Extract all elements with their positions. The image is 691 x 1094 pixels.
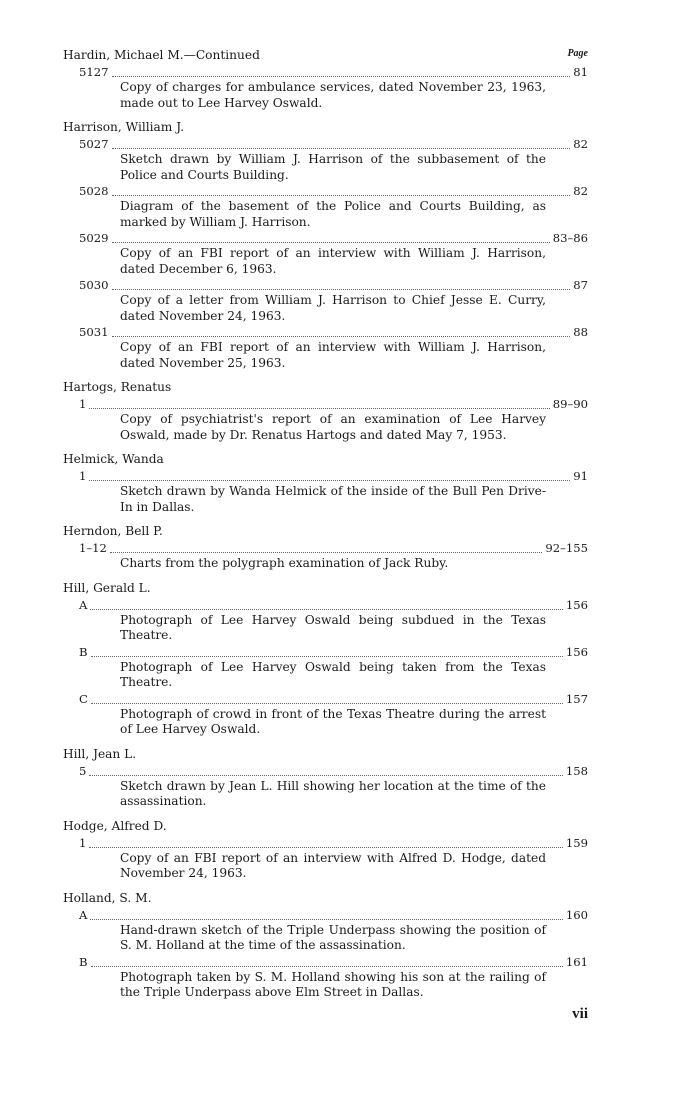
exhibit-page: 82 [573, 137, 588, 151]
exhibit-number: B [79, 644, 88, 659]
dot-leader [91, 703, 563, 704]
exhibit-item [79, 763, 588, 810]
exhibit-reference-line [79, 763, 588, 779]
exhibit-description: Copy of psychiatrist's report of an examination of Lee Harvey Oswald, made by Dr. Renatus Hartogs and dated May 7, 1953. [120, 412, 546, 442]
exhibit-number: 5127 [79, 65, 109, 79]
dot-leader [89, 480, 570, 481]
exhibit-description: Photograph of Lee Harvey Oswald being taken from the Texas Theatre. [120, 659, 546, 689]
exhibit-description: Copy of an FBI report of an interview with Alfred D. Hodge, dated November 24, 1963. [120, 850, 546, 880]
exhibit-page: 158 [565, 763, 588, 778]
exhibit-item [79, 277, 588, 324]
dot-leader [89, 847, 562, 848]
exhibit-reference-line [79, 136, 588, 152]
exhibit-reference-line [79, 907, 588, 923]
exhibit-page: 81 [573, 65, 588, 79]
exhibit-index [63, 48, 588, 1010]
exhibit-page: 160 [565, 907, 588, 922]
exhibit-number: A [79, 597, 88, 612]
witness-name: Helmick, Wanda [63, 452, 164, 466]
exhibit-item [79, 907, 588, 954]
witness-name: Hardin, Michael M.—Continued [63, 48, 260, 62]
exhibit-reference-line [79, 468, 588, 484]
exhibit-reference-line [79, 597, 588, 613]
page-number: vii [572, 1006, 588, 1022]
dot-leader [110, 552, 542, 553]
exhibit-description: Photograph of crowd in front of the Texas Theatre during the arrest of Lee Harvey Oswald. [120, 706, 546, 736]
exhibit-number: 1 [79, 835, 87, 850]
exhibit-item [79, 644, 588, 691]
exhibit-page: 83–86 [552, 231, 588, 245]
exhibit-description: Sketch drawn by William J. Harrison of the subbasement of the Police and Courts Building. [120, 152, 546, 182]
exhibit-item [79, 954, 588, 1001]
witness-name: Hill, Jean L. [63, 746, 137, 761]
dot-leader [89, 775, 562, 776]
index-entry [63, 120, 588, 371]
exhibit-item [79, 136, 588, 183]
index-entry [63, 819, 588, 882]
exhibit-number: 5030 [79, 278, 109, 292]
exhibit-item [79, 324, 588, 371]
exhibit-reference-line [79, 230, 588, 246]
exhibit-page: 157 [565, 691, 588, 706]
exhibit-page: 89–90 [552, 397, 588, 411]
exhibit-reference-line [79, 277, 588, 293]
exhibit-page: 82 [573, 184, 588, 198]
exhibit-number: 5031 [79, 325, 109, 339]
witness-name: Herndon, Bell P. [63, 524, 163, 538]
exhibit-number: 5029 [79, 231, 109, 245]
exhibit-reference-line [79, 835, 588, 851]
exhibit-reference-line [79, 183, 588, 199]
index-entry [63, 48, 588, 111]
exhibit-page: 88 [573, 325, 588, 339]
exhibit-description: Photograph of Lee Harvey Oswald being subdued in the Texas Theatre. [120, 612, 546, 642]
exhibit-page: 156 [565, 644, 588, 659]
exhibit-description: Copy of a letter from William J. Harrison to Chief Jesse E. Curry, dated November 24, 1963. [120, 293, 546, 323]
exhibit-reference-line [79, 644, 588, 660]
exhibit-number: 5027 [79, 137, 109, 151]
exhibit-page: 91 [573, 469, 588, 483]
dot-leader [112, 242, 550, 243]
exhibit-item [79, 230, 588, 277]
index-entry [63, 581, 588, 738]
exhibit-page: 159 [565, 835, 588, 850]
exhibit-description: Copy of an FBI report of an interview with William J. Harrison, dated December 6, 1963. [120, 246, 546, 276]
dot-leader [89, 408, 549, 409]
exhibit-page: 161 [565, 954, 588, 969]
exhibit-description: Sketch drawn by Jean L. Hill showing her location at the time of the assassination. [120, 778, 546, 808]
exhibit-page: 156 [565, 597, 588, 612]
dot-leader [112, 76, 571, 77]
index-entry [63, 891, 588, 1001]
dot-leader [91, 656, 563, 657]
exhibit-description: Photograph taken by S. M. Holland showing his son at the railing of the Triple Underpass above Elm Street in Dallas. [120, 969, 546, 999]
witness-name: Harrison, William J. [63, 120, 185, 134]
witness-name: Holland, S. M. [63, 890, 152, 905]
exhibit-number: 5 [79, 763, 87, 778]
exhibit-item [79, 396, 588, 443]
witness-name: Hartogs, Renatus [63, 380, 172, 394]
witness-name: Hill, Gerald L. [63, 580, 151, 595]
exhibit-page: 92–155 [545, 541, 588, 555]
dot-leader [112, 195, 571, 196]
exhibit-reference-line [79, 954, 588, 970]
exhibit-number: A [79, 907, 88, 922]
exhibit-description: Sketch drawn by Wanda Helmick of the inside of the Bull Pen Drive-In in Dallas. [120, 484, 546, 514]
exhibit-description: Hand-drawn sketch of the Triple Underpass showing the position of S. M. Holland at the time of the assassination. [120, 922, 546, 952]
witness-name: Hodge, Alfred D. [63, 818, 167, 833]
exhibit-reference-line [79, 64, 588, 80]
exhibit-reference-line [79, 691, 588, 707]
dot-leader [90, 919, 562, 920]
exhibit-item [79, 540, 588, 572]
page-column-header: Page [567, 48, 588, 59]
index-entry [63, 452, 588, 515]
exhibit-description: Copy of an FBI report of an interview with William J. Harrison, dated November 25, 1963. [120, 340, 546, 370]
exhibit-number: 1 [79, 397, 87, 411]
exhibit-number: 1 [79, 469, 87, 483]
exhibit-number: C [79, 691, 88, 706]
exhibit-number: B [79, 954, 88, 969]
dot-leader [112, 148, 571, 149]
dot-leader [90, 609, 562, 610]
index-entry [63, 747, 588, 810]
index-entry [63, 524, 588, 572]
exhibit-reference-line [79, 396, 588, 412]
exhibit-description: Copy of charges for ambulance services, dated November 23, 1963, made out to Lee Harvey Oswald. [120, 80, 546, 110]
exhibit-number: 1–12 [79, 541, 107, 555]
index-entry [63, 380, 588, 443]
exhibit-page: 87 [573, 278, 588, 292]
dot-leader [112, 336, 571, 337]
exhibit-item [79, 597, 588, 644]
exhibit-number: 5028 [79, 184, 109, 198]
exhibit-description: Charts from the polygraph examination of Jack Ruby. [120, 556, 449, 570]
exhibit-description: Diagram of the basement of the Police and Courts Building, as marked by William J. Harrison. [120, 199, 546, 229]
dot-leader [91, 966, 563, 967]
exhibit-item [79, 183, 588, 230]
exhibit-item [79, 64, 588, 111]
exhibit-item [79, 468, 588, 515]
exhibit-item [79, 835, 588, 882]
exhibit-reference-line [79, 540, 588, 556]
exhibit-reference-line [79, 324, 588, 340]
exhibit-item [79, 691, 588, 738]
dot-leader [112, 289, 571, 290]
